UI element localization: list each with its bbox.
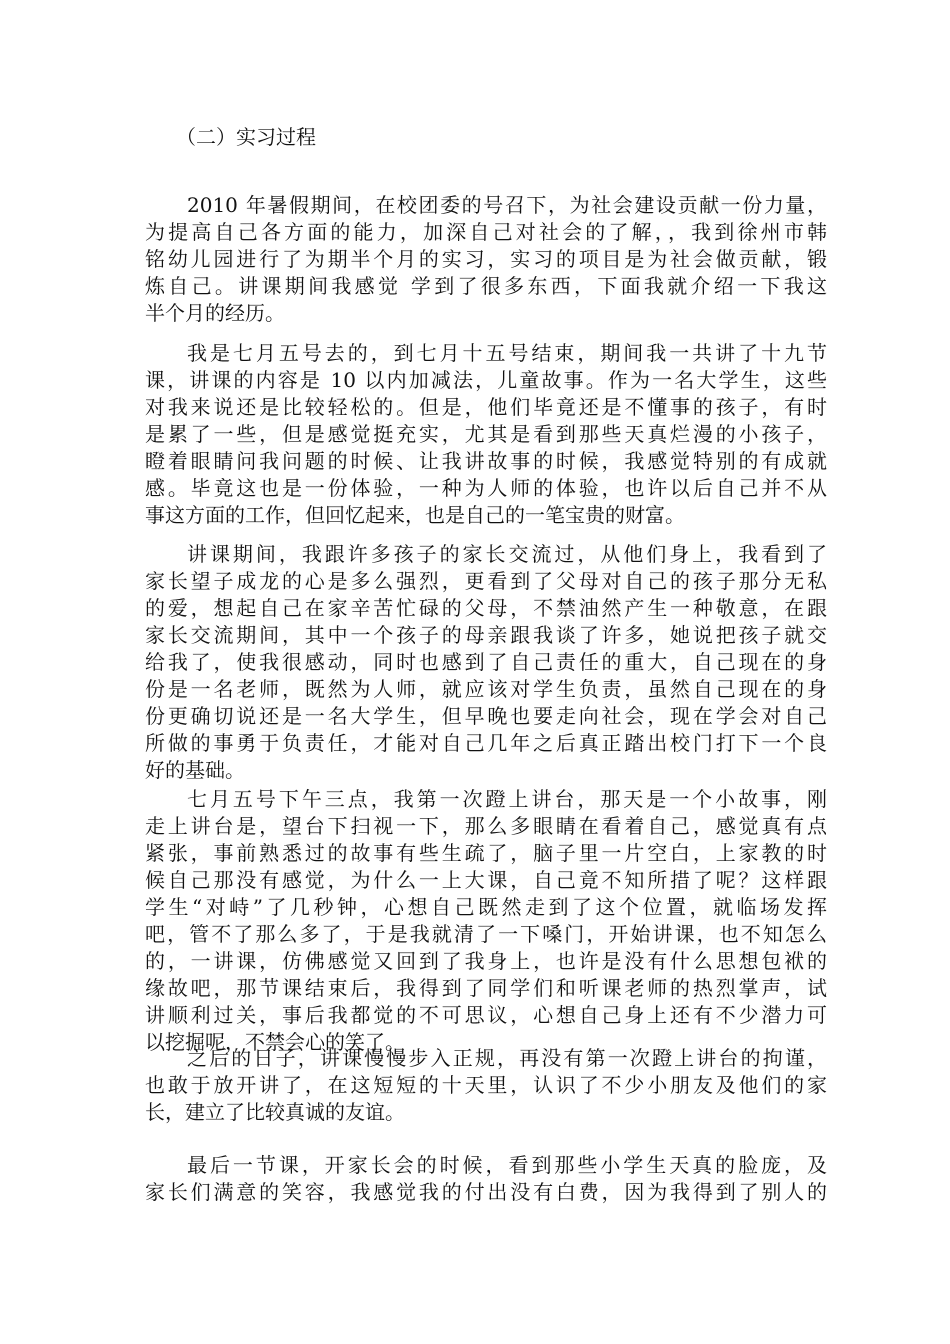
text-line: 我是七月五号去的，到七月十五号结束，期间我一共讲了十九节 (187, 341, 827, 365)
paragraph-parent-communication (145, 541, 827, 784)
text-line: 为提高自己各方面的能力，加深自己对社会的了解，，我到徐州市韩 (145, 220, 827, 244)
text-line: 长，建立了比较真诚的友谊。 (145, 1100, 405, 1124)
section-heading: （二）实习过程 (176, 125, 316, 149)
text-line: 给我了，使我很感动，同时也感到了自己责任的重大，自己现在的身 (145, 650, 827, 674)
text-line: 也敢于放开讲了，在这短短的十天里，认识了不少小朋友及他们的家 (145, 1073, 827, 1097)
text-line: 家长交流期间，其中一个孩子的母亲跟我谈了许多，她说把孩子就交 (145, 623, 827, 647)
text-line: 的，一讲课，仿佛感觉又回到了我身上，也许是没有什么思想包袱的 (145, 949, 827, 973)
text-line: 所做的事勇于负责任，才能对自己几年之后真正踏出校门打下一个良 (145, 731, 827, 755)
text-line: 走上讲台是，望台下扫视一下，那么多眼睛在看着自己，感觉真有点 (145, 814, 827, 838)
text-line: 感。毕竟这也是一份体验，一种为人师的体验，也许以后自己并不从 (145, 476, 827, 500)
text-line: 家长们满意的笑容，我感觉我的付出没有白费，因为我得到了别人的 (145, 1180, 827, 1204)
text-line: 课，讲课的内容是 10 以内加减法，儿童故事。作为一名大学生，这些 (145, 368, 827, 392)
text-line: 紧张，事前熟悉过的故事有些生疏了，脑子里一片空白，上家教的时 (145, 841, 827, 865)
text-line: 最后一节课，开家长会的时候，看到那些小学生天真的脸庞，及 (187, 1153, 827, 1177)
text-line: 吧，管不了那么多了，于是我就清了一下嗓门，开始讲课，也不知怎么 (145, 922, 827, 946)
text-line: 讲课期间，我跟许多孩子的家长交流过，从他们身上，我看到了 (187, 542, 827, 566)
paragraph-first-lesson (145, 786, 827, 1056)
text-line: 七月五号下午三点，我第一次蹬上讲台，那天是一个小故事，刚 (187, 787, 827, 811)
text-line: 家长望子成龙的心是多么强烈，更看到了父母对自己的孩子那分无私 (145, 569, 827, 593)
paragraph-later-days (145, 1045, 827, 1126)
text-line: 的爱，想起自己在家辛苦忙碌的父母，不禁油然产生一种敬意，在跟 (145, 596, 827, 620)
paragraph-last-lesson (145, 1152, 827, 1206)
text-line: 好的基础。 (145, 758, 245, 782)
text-line: 炼自己。讲课期间我感觉 学到了很多东西，下面我就介绍一下我这 (145, 274, 827, 298)
text-line: 份是一名老师，既然为人师，就应该对学生负责，虽然自己现在的身 (145, 677, 827, 701)
text-line: 瞪着眼睛问我问题的时候、让我讲故事的时候，我感觉特别的有成就 (145, 449, 827, 473)
text-line: 候自己那没有感觉，为什么一上大课，自己竟不知所措了呢？这样跟 (145, 868, 827, 892)
text-line: 学生“对峙”了几秒钟，心想自己既然走到了这个位置，就临场发挥 (145, 895, 827, 919)
text-line: 2010 年暑假期间，在校团委的号召下，为社会建设贡献一份力量， (187, 193, 827, 217)
text-line: 以挖掘呢，不禁会心的笑了。 (145, 1030, 405, 1054)
text-line: 之后的日子，讲课慢慢步入正规，再没有第一次蹬上讲台的拘谨， (187, 1046, 827, 1070)
text-line: 缘故吧，那节课结束后，我得到了同学们和听课老师的热烈掌声，试 (145, 976, 827, 1000)
text-line: 讲顺利过关，事后我都觉的不可思议，心想自己身上还有不少潜力可 (145, 1003, 827, 1027)
text-line: 对我来说还是比较轻松的。但是，他们毕竟还是不懂事的孩子，有时 (145, 395, 827, 419)
text-line: 份更确切说还是一名大学生，但早晚也要走向社会，现在学会对自己 (145, 704, 827, 728)
text-line: 是累了一些，但是感觉挺充实，尤其是看到那些天真烂漫的小孩子， (145, 422, 827, 446)
text-line: 铭幼儿园进行了为期半个月的实习，实习的项目是为社会做贡献，锻 (145, 247, 827, 271)
text-line: 事这方面的工作，但回忆起来，也是自己的一笔宝贵的财富。 (145, 503, 685, 527)
paragraph-teaching-period (145, 340, 827, 529)
text-line: 半个月的经历。 (145, 301, 285, 325)
paragraph-summer-internship-intro (145, 192, 827, 327)
